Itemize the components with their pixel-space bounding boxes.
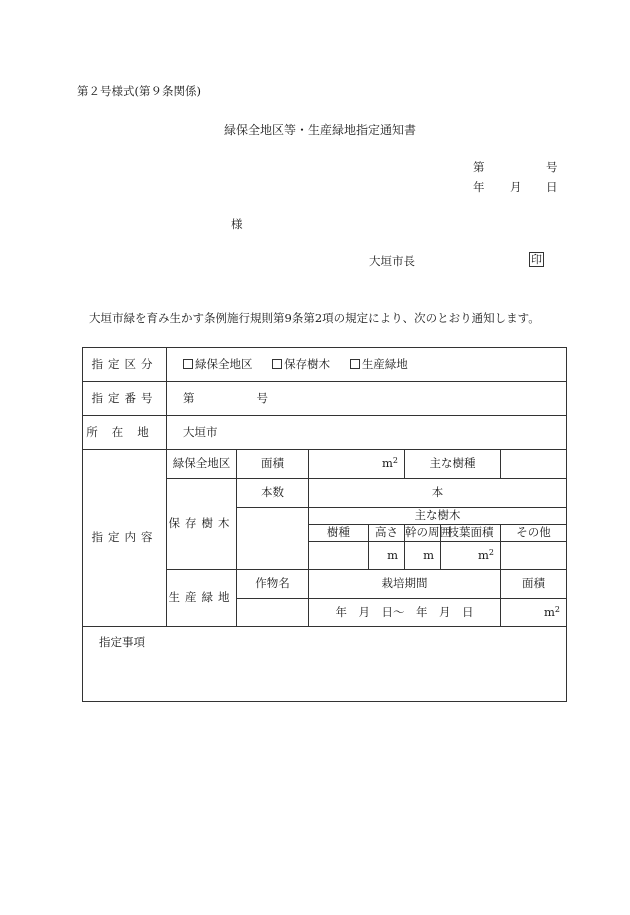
production-area-field[interactable]: $m^2$ — [501, 599, 567, 627]
designated-matters-field[interactable] — [83, 627, 567, 702]
doc-number-suffix: 号 — [546, 160, 558, 174]
crop-name-label: 作物名 — [237, 570, 309, 599]
seal-mark — [529, 252, 544, 267]
addressee-honorific: 様 — [231, 217, 243, 231]
document-title: 緑保全地区等・生産緑地指定通知書 — [224, 123, 417, 137]
green-area-main-trees-label: 主な樹種 — [405, 450, 501, 479]
designation-number-label: 指定番号 — [83, 382, 167, 416]
form-number: 第２号様式(第９条関係) — [77, 84, 201, 98]
preserved-trees-label: 保存樹木 — [167, 479, 237, 570]
column-girth: 幹の周囲 — [405, 525, 441, 542]
cultivation-period-field[interactable]: 年 月 日～ 年 月 日 — [309, 599, 501, 627]
green-area-area-field[interactable]: $m^2$ — [309, 450, 405, 479]
crop-name-field[interactable] — [237, 599, 309, 627]
green-area-area-label: 面積 — [237, 450, 309, 479]
option-production-green[interactable]: 生産緑地 — [350, 357, 408, 371]
designation-type-label: 指定区分 — [83, 348, 167, 382]
other-field[interactable] — [501, 542, 567, 570]
preserved-trees-spacer — [237, 508, 309, 570]
column-species: 樹種 — [309, 525, 369, 542]
girth-field[interactable]: m — [405, 542, 441, 570]
species-field[interactable] — [309, 542, 369, 570]
location-label: 所在地 — [83, 416, 167, 450]
column-other: その他 — [501, 525, 567, 542]
green-area-main-trees-field[interactable] — [501, 450, 567, 479]
body-text: 大垣市緑を育み生かす条例施行規則第9条第2項の規定により、次のとおり通知します。 — [89, 311, 540, 325]
date-day: 日 — [546, 180, 558, 194]
column-height: 高さ — [369, 525, 405, 542]
location-field[interactable]: 大垣市 — [167, 416, 567, 450]
doc-number-prefix: 第 — [473, 160, 485, 174]
checkbox-icon[interactable] — [272, 359, 282, 369]
green-area-label: 緑保全地区 — [167, 450, 237, 479]
designation-type-options — [167, 348, 567, 382]
option-green-area[interactable]: 緑保全地区 — [183, 357, 253, 371]
designation-number-field[interactable]: 第 号 — [167, 382, 567, 416]
checkbox-icon[interactable] — [350, 359, 360, 369]
designated-matters-label: 指定事項 — [99, 635, 145, 649]
content-label: 指定内容 — [83, 450, 167, 627]
column-foliage-area: 枝葉面積 — [441, 525, 501, 542]
tree-count-field[interactable]: 本 — [309, 479, 567, 508]
height-field[interactable]: m — [369, 542, 405, 570]
issuer: 大垣市長 — [369, 254, 415, 268]
checkbox-icon[interactable] — [183, 359, 193, 369]
cultivation-period-label: 栽培期間 — [309, 570, 501, 599]
designation-table — [82, 347, 567, 702]
main-tree-label: 主な樹木 — [309, 508, 567, 525]
foliage-area-field[interactable]: $m^2$ — [441, 542, 501, 570]
production-area-label: 面積 — [501, 570, 567, 599]
production-green-label: 生産緑地 — [167, 570, 237, 627]
seal-icon: 印 — [531, 253, 542, 266]
date-month: 月 — [510, 180, 522, 194]
option-preserved-trees[interactable]: 保存樹木 — [272, 357, 330, 371]
date-year: 年 — [473, 180, 485, 194]
tree-count-label: 本数 — [237, 479, 309, 508]
